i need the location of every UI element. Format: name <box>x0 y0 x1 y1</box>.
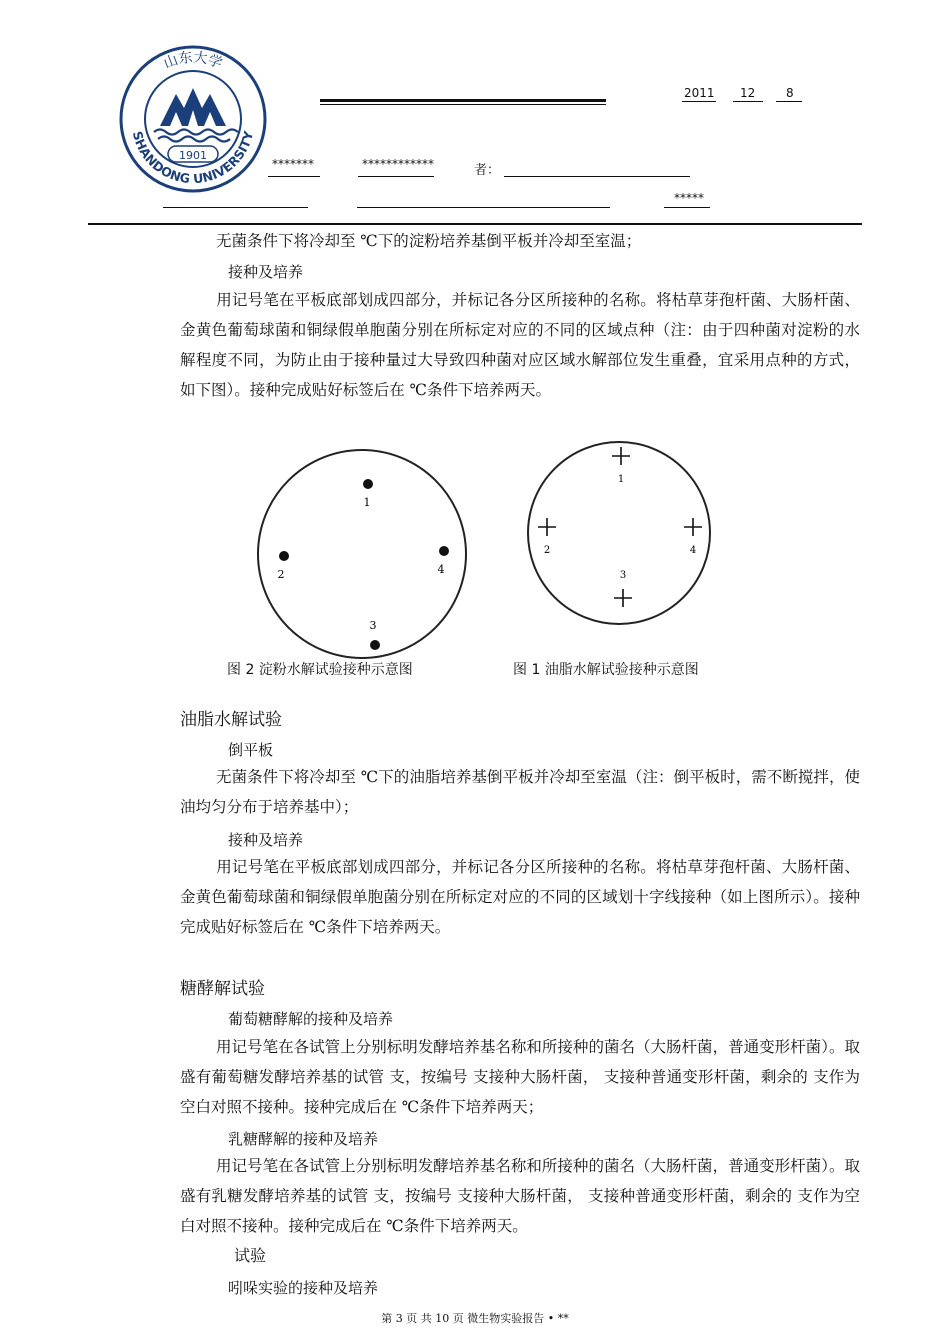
page-footer: 第 3 页 共 10 页 微生物实验报告 • ** <box>381 1312 569 1325</box>
shandong-university-logo <box>118 44 268 194</box>
header-field-a: ******* <box>272 157 314 171</box>
heading-oil-hydrolysis: 油脂水解试验 <box>180 710 282 730</box>
header-field-c: ***** <box>674 191 704 205</box>
heading-inoculation-1: 接种及培养 <box>228 263 304 281</box>
inoculation-point-4 <box>439 546 449 556</box>
header-separator <box>88 223 862 225</box>
heading-sugar-fermentation: 糖酵解试验 <box>180 979 265 999</box>
svg-text:1: 1 <box>617 474 625 485</box>
inoculation-point-3 <box>370 640 380 650</box>
label-2: 2 <box>277 568 285 581</box>
label-4: 4 <box>437 563 445 576</box>
streak-cross-3 <box>614 589 632 607</box>
svg-text:4: 4 <box>689 545 697 556</box>
label-1: 1 <box>363 496 371 509</box>
date-month: 12 <box>740 86 756 100</box>
date-day: 8 <box>786 86 794 100</box>
para-starch-pour: 无菌条件下将冷却至 ℃下的淀粉培养基倒平板并冷却至室温； <box>216 232 642 250</box>
para-lactose: 用记号笔在各试管上分别标明发酵培养基名称和所接种的菌名（大肠杆菌，普通变形杆菌）。取盛有乳糖发酵培养基的试管 支，按编号 支接种大肠杆菌， 支接种普通变形杆菌，剩余的 支作为空白对照不接种。接种完成后在 ℃条件下培养两天。 <box>180 1157 860 1235</box>
caption-starch-figure: 图 2 淀粉水解试验接种示意图 <box>227 662 413 678</box>
label-3: 3 <box>369 619 377 632</box>
author-label: 者： <box>474 163 501 178</box>
streak-cross-4 <box>684 518 702 536</box>
heading-pour-plate: 倒平板 <box>228 741 274 759</box>
streak-cross-2 <box>538 518 556 536</box>
logo-text-top: 山东大学 <box>161 49 225 73</box>
logo-year: 1901 <box>179 149 207 162</box>
title-line-thin <box>320 104 606 105</box>
para-pour-plate: 无菌条件下将冷却至 ℃下的油脂培养基倒平板并冷却至室温（注：倒平板时，需不断搅拌，使油均匀分布于培养基中）； <box>180 768 860 816</box>
figure-starch-plate <box>256 448 468 660</box>
inoculation-point-2 <box>279 551 289 561</box>
para-inoculation-2: 用记号笔在平板底部划成四部分，并标记各分区所接种的名称。将枯草芽孢杆菌、大肠杆菌、金黄色葡萄球菌和铜绿假单胞菌分别在所标定对应的不同的区域划十字线接种（如上图所示）。接种完成贴好标签后在 ℃条件下培养两天。 <box>180 858 860 936</box>
header-field-b: ************ <box>362 157 434 171</box>
figure-oil-plate <box>524 438 714 630</box>
inoculation-point-1 <box>363 479 373 489</box>
heading-indole: 吲哚实验的接种及培养 <box>228 1279 379 1297</box>
heading-glucose: 葡萄糖酵解的接种及培养 <box>228 1010 394 1028</box>
svg-text:2: 2 <box>543 545 551 556</box>
logo-text-bottom: SHANDONG UNIVERSITY <box>129 129 257 187</box>
heading-test: 试验 <box>234 1246 267 1265</box>
caption-oil-figure: 图 1 油脂水解试验接种示意图 <box>513 662 699 678</box>
para-inoculation-1: 用记号笔在平板底部划成四部分，并标记各分区所接种的名称。将枯草芽孢杆菌、大肠杆菌、金黄色葡萄球菌和铜绿假单胞菌分别在所标定对应的不同的区域点种（注：由于四种菌对淀粉的水解程度不同，为防止由于接种量过大导致四种菌对应区域水解部位发生重叠，宜采用点种的方式，如下图）。接种完成贴好标签后在 ℃条件下培养两天。 <box>180 291 860 399</box>
streak-cross-1 <box>612 447 630 465</box>
heading-lactose: 乳糖酵解的接种及培养 <box>228 1130 379 1148</box>
date-year: 2011 <box>684 86 715 100</box>
para-glucose: 用记号笔在各试管上分别标明发酵培养基名称和所接种的菌名（大肠杆菌，普通变形杆菌）。取盛有葡萄糖发酵培养基的试管 支，按编号 支接种大肠杆菌， 支接种普通变形杆菌，剩余的 支作为空白对照不接种。接种完成后在 ℃条件下培养两天； <box>180 1038 860 1116</box>
title-line <box>320 99 606 102</box>
heading-inoculation-2: 接种及培养 <box>228 831 304 849</box>
svg-text:3: 3 <box>619 570 627 581</box>
